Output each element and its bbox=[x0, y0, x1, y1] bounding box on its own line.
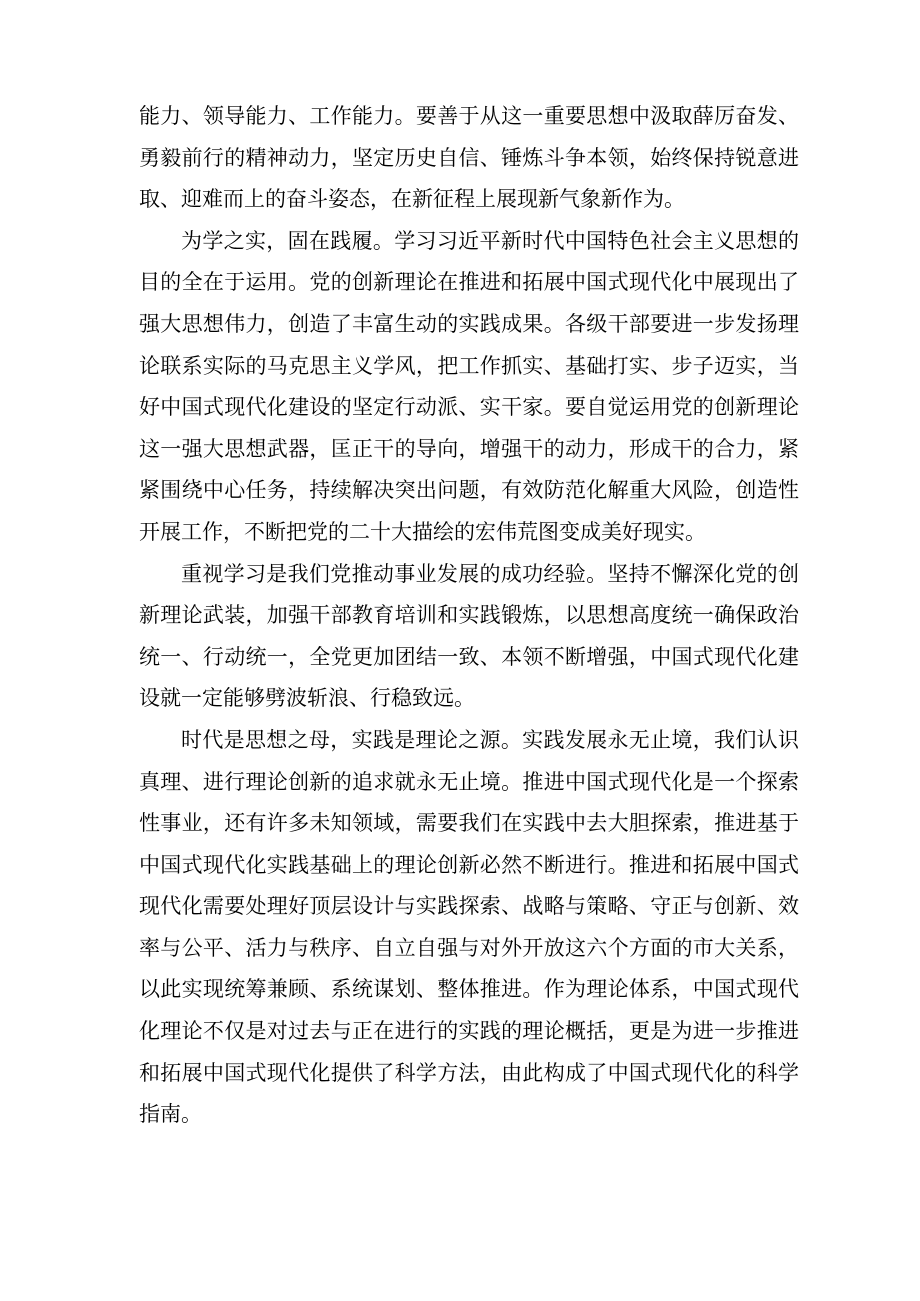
paragraph: 重视学习是我们党推动事业发展的成功经验。坚持不懈深化党的创新理论武装，加强干部教育培训和实践锻炼，以思想高度统一确保政治统一、行动统一，全党更加团结一致、本领不断增强，中国式现代化建设就一定能够劈波斩浪、行稳致远。 bbox=[139, 561, 799, 711]
paragraph: 为学之实，固在践履。学习习近平新时代中国特色社会主义思想的目的全在于运用。党的创新理论在推进和拓展中国式现代化中展现出了强大思想伟力，创造了丰富生动的实践成果。各级干部要进一步发扬理论联系实际的马克思主义学风，把工作抓实、基础打实、步子迈实，当好中国式现代化建设的坚定行动派、实干家。要自觉运用党的创新理论这一强大思想武器，匡正干的导向，增强干的动力，形成干的合力，紧紧围绕中心任务，持续解决突出问题，有效防范化解重大风险，创造性开展工作，不断把党的二十大描绘的宏伟荒图变成美好现实。 bbox=[139, 228, 799, 544]
paragraph-continuation: 能力、领导能力、工作能力。要善于从这一重要思想中汲取薛厉奋发、勇毅前行的精神动力，坚定历史自信、锤炼斗争本领，始终保持锐意进取、迎难而上的奋斗姿态，在新征程上展现新气象新作为。 bbox=[139, 104, 799, 212]
paragraph: 时代是思想之母，实践是理论之源。实践发展永无止境，我们认识真理、进行理论创新的追求就永无止境。推进中国式现代化是一个探索性事业，还有许多未知领域，需要我们在实践中去大胆探索，推进基于中国式现代化实践基础上的理论创新必然不断进行。推进和拓展中国式现代化需要处理好顶层设计与实践探索、战略与策略、守正与创新、效率与公平、活力与秩序、自立自强与对外开放这六个方面的市大关系，以此实现统筹兼顾、系统谋划、整体推进。作为理论体系，中国式现代化理论不仅是对过去与正在进行的实践的理论概括，更是为进一步推进和拓展中国式现代化提供了科学方法，由此构成了中国式现代化的科学指南。 bbox=[139, 727, 799, 1127]
document-body bbox=[139, 96, 799, 1136]
